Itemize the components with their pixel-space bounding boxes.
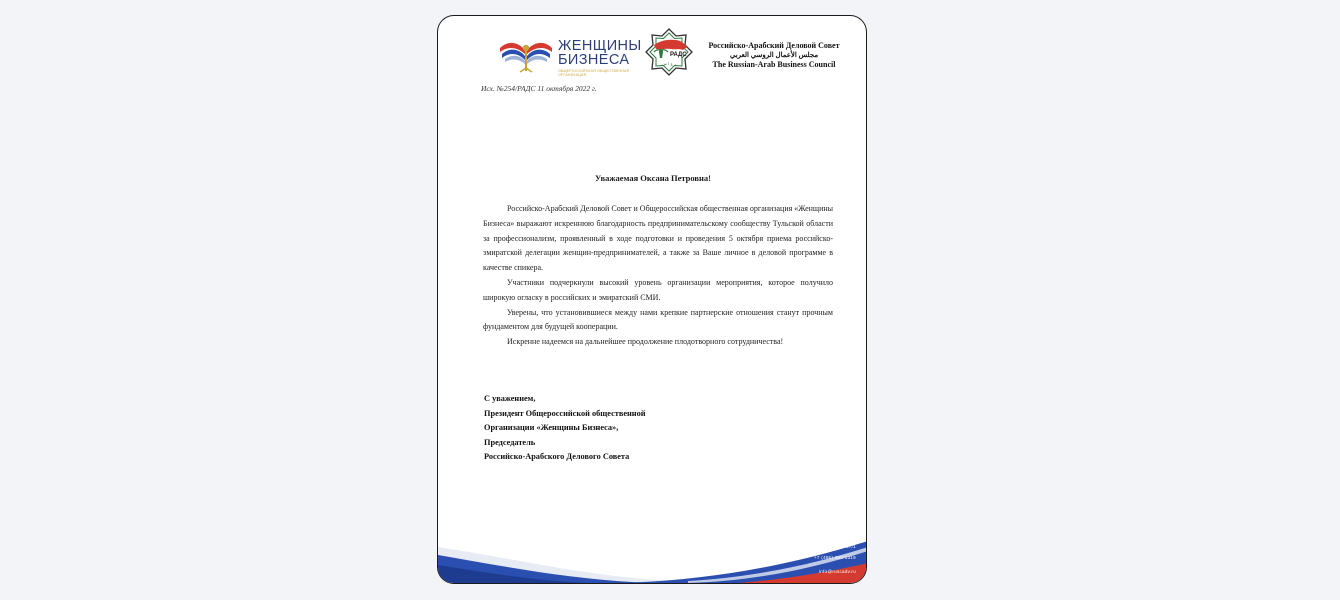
svg-text:ﺭ ﻉ ﺍ ﺱ: ﺭ ﻉ ﺍ ﺱ [661, 61, 677, 66]
footer-email: info@ruscadv.ru [819, 569, 856, 574]
letter-paragraph: Уверены, что установившиеся между нами крепкие партнерские отношения станут прочным фундаментом для будущей кооперации. [483, 307, 833, 332]
letter-paragraph: Искренне надеемся на дальнейшее продолжение плодотворного сотрудничества! [507, 337, 784, 347]
rads-name-block [694, 41, 854, 70]
letter-greeting: Уважаемая Оксана Петровна! [595, 173, 711, 183]
letter-document [437, 15, 867, 584]
footer-flag-wave-icon [438, 541, 867, 583]
women-of-business-title-line2: БИЗНЕСА [558, 52, 630, 68]
women-of-business-subtitle: ОБЩЕРОССИЙСКАЯ ОБЩЕСТВЕННАЯ ОРГАНИЗАЦИЯ [558, 69, 630, 77]
letter-body [483, 202, 833, 350]
rads-name-ru: Российско-Арабский Деловой Совет [708, 41, 840, 50]
footer-address: ...ОБЩЕ 37/1 [824, 544, 856, 549]
letter-paragraph: Российско-Арабский Деловой Совет и Общероссийская общественная организация «Женщины Бизнеса» выражают искреннюю благодарность предпринимательскому сообществу Тульской области за профессионализм, проявленный в ходе подготовки и проведения 5 октября приема российско-эмиратской делегации женщин-предпринимателей, а также за Ваше личное в деловой программе в качестве спикера. [483, 204, 833, 273]
rads-name-en: The Russian-Arab Business Council [712, 60, 836, 69]
rads-logo-icon [645, 28, 693, 76]
women-of-business-emblem-icon [498, 34, 554, 76]
letter-paragraph: Участники подчеркнули высокий уровень организации мероприятия, которое получило широкую огласку в российских и эмиратский СМИ. [483, 277, 833, 302]
women-of-business-title-line1: ЖЕНЩИНЫ [558, 38, 642, 54]
signature-line: С уважением, [484, 394, 536, 403]
outgoing-reference: Исх. №254/РАДС 11 октября 2022 г. [481, 84, 597, 93]
letter-footer [438, 541, 867, 583]
signature-line: Председатель [484, 437, 536, 447]
women-of-business-logo [498, 34, 642, 77]
signature-line: Президент Общероссийской общественной [484, 408, 646, 418]
rads-name-ar: مجلس الأعمال الروسي العربي [729, 50, 819, 59]
signature-line: Российско-Арабского Делового Совета [484, 452, 630, 462]
rads-badge-text: РАДС [670, 52, 687, 58]
letter-signature [484, 392, 646, 465]
signature-line: Организации «Женщины Бизнеса», [484, 423, 619, 433]
footer-phone: +7 (495) 300 1319 [813, 555, 856, 560]
